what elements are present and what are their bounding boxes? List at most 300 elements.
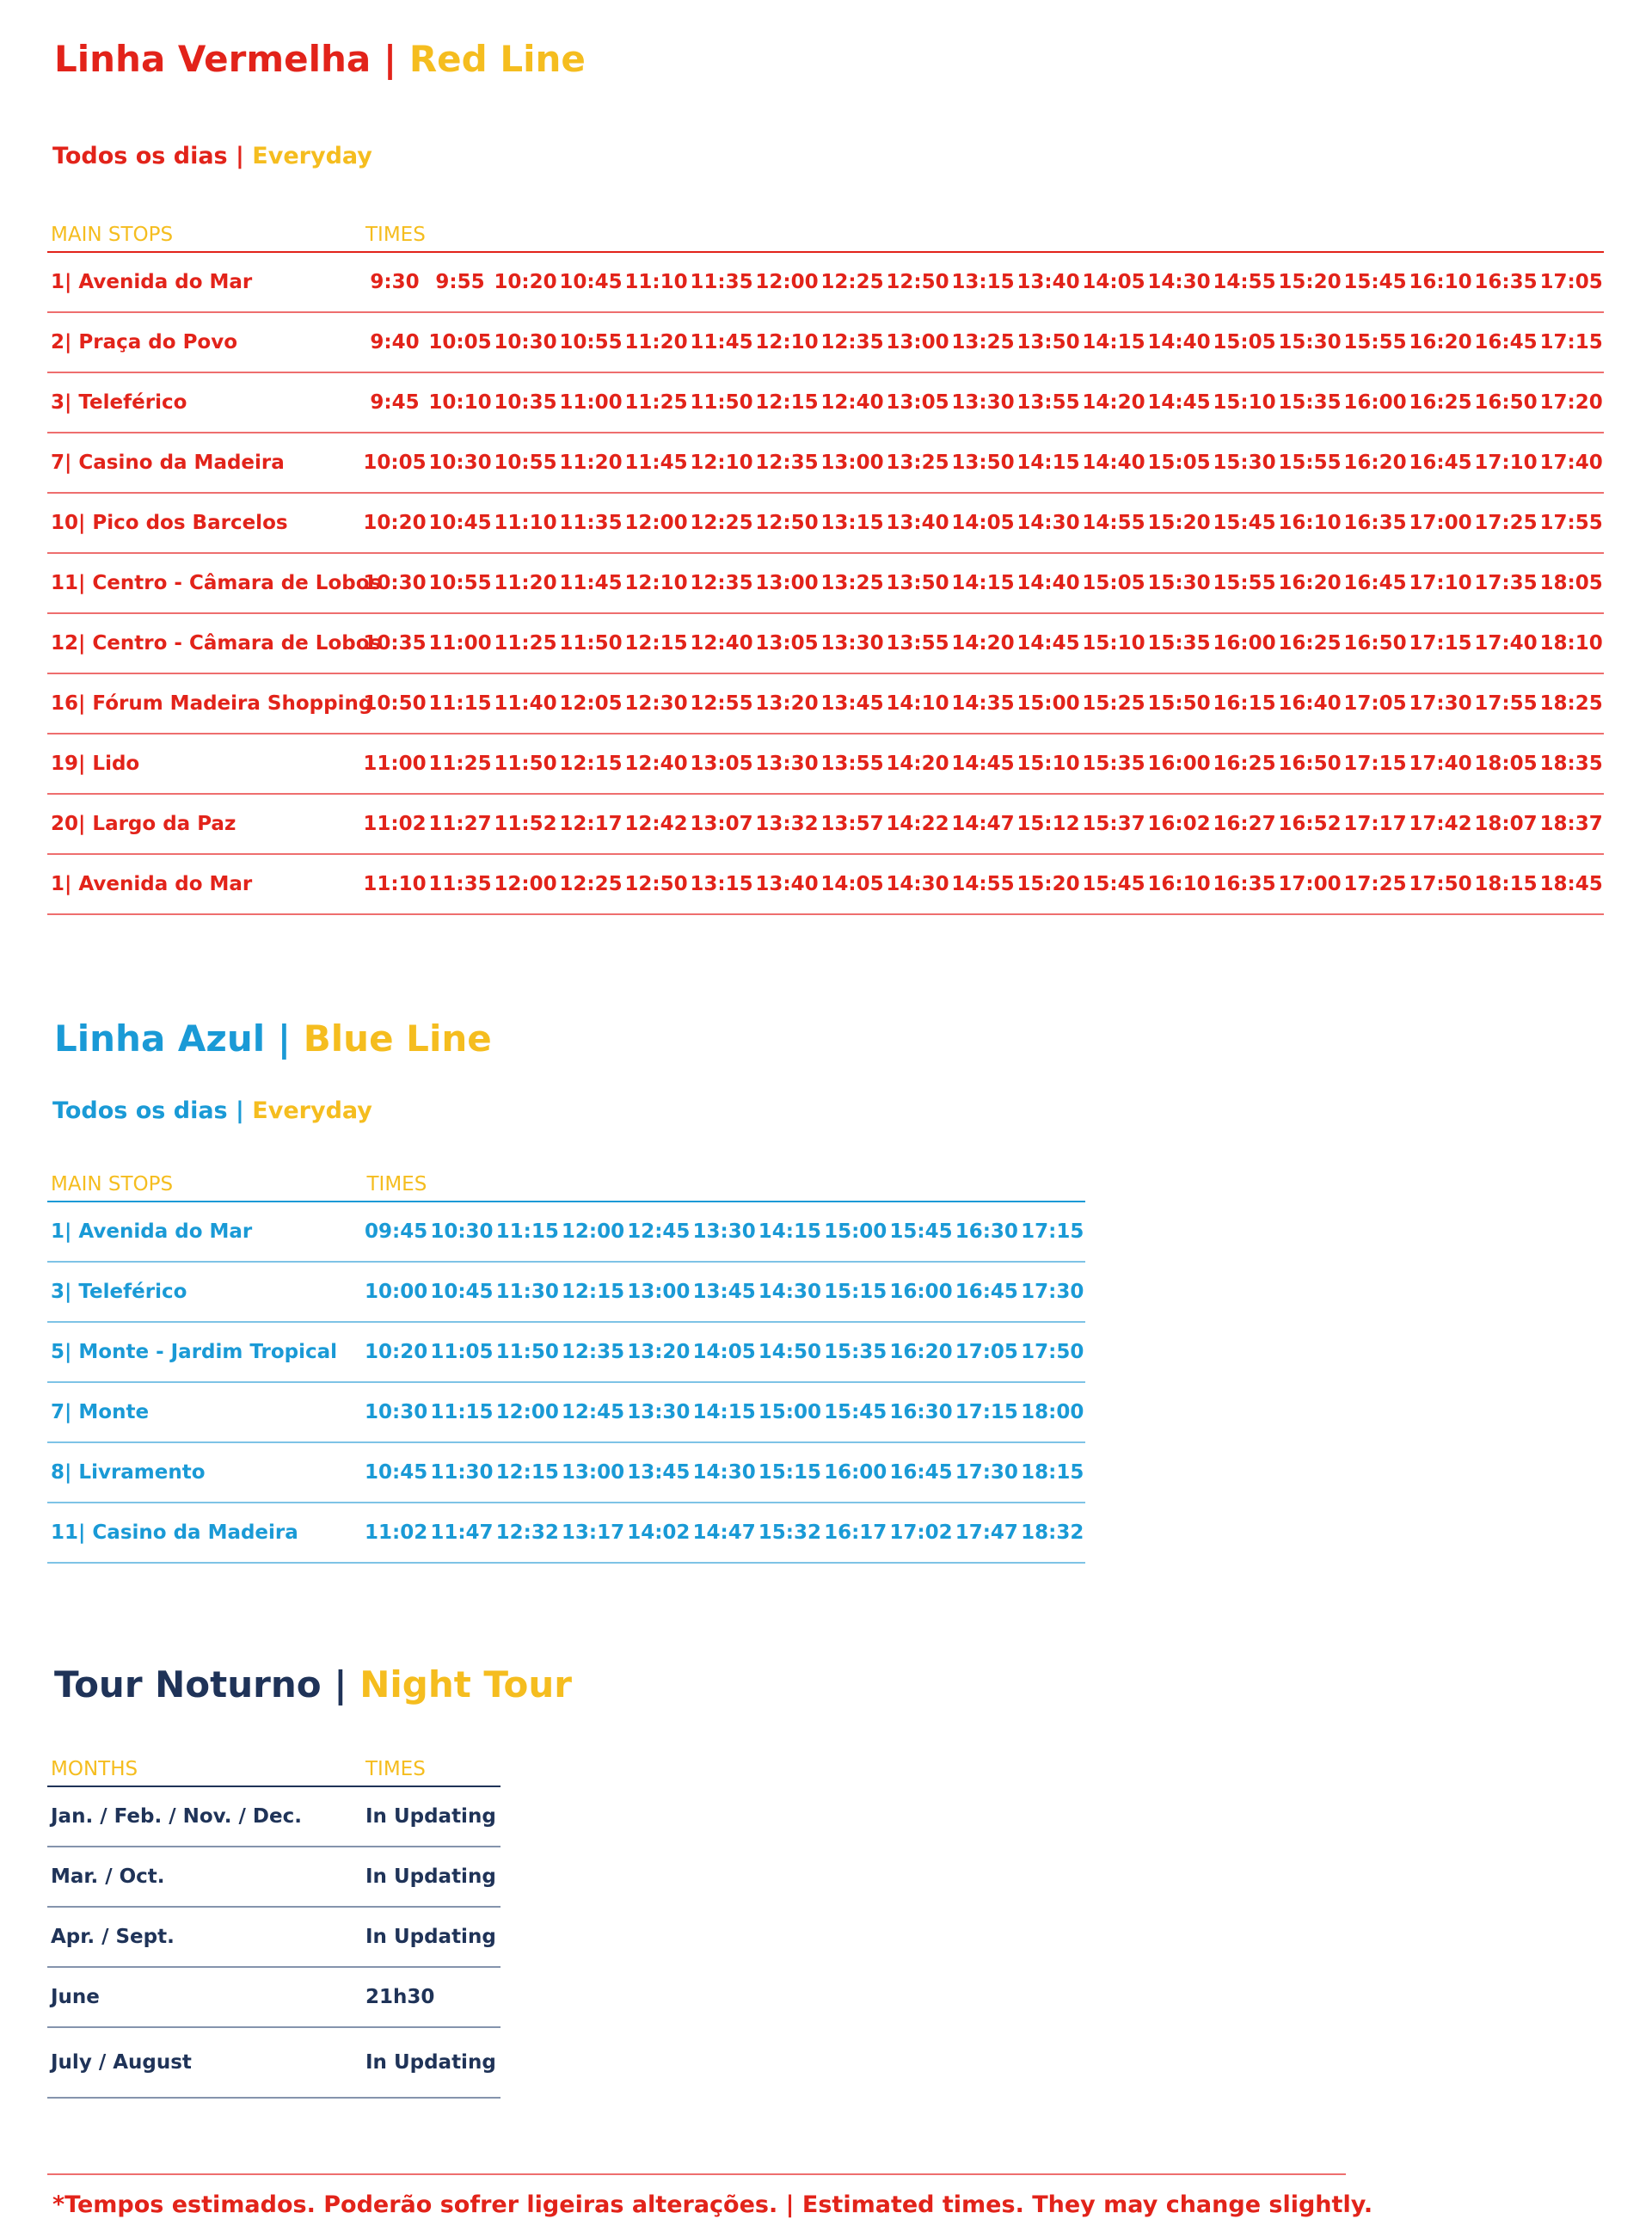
departure-time: 16:20 <box>1409 331 1472 353</box>
table-row <box>47 1202 1085 1262</box>
departure-time: 14:30 <box>886 873 949 895</box>
departure-time: 12:42 <box>624 813 688 835</box>
departure-time: 16:45 <box>1474 331 1538 353</box>
departure-time: 15:15 <box>758 1461 822 1484</box>
blue-line-days-pt: Todos os dias <box>52 1097 228 1124</box>
departure-time: 14:47 <box>692 1521 756 1544</box>
stop-name: 1| Avenida do Mar <box>51 873 253 895</box>
departure-time: 12:10 <box>690 452 753 474</box>
departure-time: 12:00 <box>624 512 688 534</box>
departure-time: 14:45 <box>1147 391 1211 414</box>
blue-line-table <box>47 1157 1085 1564</box>
departure-time: 17:20 <box>1539 391 1603 414</box>
departure-time: 18:25 <box>1539 692 1603 715</box>
departure-time: 14:40 <box>1082 452 1145 474</box>
departure-time: 09:45 <box>365 1220 428 1243</box>
departure-time: 18:00 <box>1021 1401 1084 1423</box>
departure-time: 13:45 <box>820 692 884 715</box>
stop-name: 8| Livramento <box>51 1461 206 1484</box>
departure-time: 10:55 <box>428 572 492 594</box>
departure-time: 14:05 <box>951 512 1015 534</box>
night-tour-table <box>47 1742 501 2099</box>
table-row <box>47 1847 501 1907</box>
departure-time: 16:00 <box>1343 391 1407 414</box>
departure-time: 16:00 <box>889 1281 953 1303</box>
night-tour-title <box>54 1663 572 1706</box>
departure-time: 15:45 <box>1082 873 1145 895</box>
departure-time: 15:32 <box>758 1521 822 1544</box>
departure-time: 12:10 <box>755 331 819 353</box>
departure-time: 11:25 <box>624 391 688 414</box>
departure-time: 14:55 <box>951 873 1015 895</box>
departure-time: 15:55 <box>1278 452 1342 474</box>
departure-time: 11:35 <box>559 512 623 534</box>
departure-time: 18:07 <box>1474 813 1538 835</box>
footer-note: *Tempos estimados. Poderão sofrer ligeiras alterações. | Estimated times. They may change slightly. <box>52 2191 1373 2218</box>
departure-time: 15:10 <box>1213 391 1276 414</box>
departure-time: 17:10 <box>1409 572 1472 594</box>
departure-time: 11:20 <box>494 572 557 594</box>
departure-time: 11:45 <box>559 572 623 594</box>
departure-time: 9:45 <box>370 391 420 414</box>
departure-time: 10:30 <box>363 572 427 594</box>
table-row <box>47 734 1604 794</box>
departure-time: 12:35 <box>561 1341 625 1363</box>
departure-time: 12:45 <box>561 1401 625 1423</box>
departure-time: 17:40 <box>1539 452 1603 474</box>
stop-name: 1| Avenida do Mar <box>51 271 253 293</box>
departure-time: 14:10 <box>886 692 949 715</box>
departure-time: 12:15 <box>559 753 623 775</box>
departure-time: 14:05 <box>1082 271 1145 293</box>
departure-time: 17:10 <box>1474 452 1538 474</box>
departure-time: 17:47 <box>955 1521 1018 1544</box>
blue-line-days <box>52 1097 372 1124</box>
departure-time: 10:30 <box>365 1401 428 1423</box>
departure-time: 16:50 <box>1474 391 1538 414</box>
departure-time: 16:35 <box>1474 271 1538 293</box>
departure-time: 14:50 <box>758 1341 822 1363</box>
departure-time: 11:00 <box>428 632 492 655</box>
times-header: TIMES <box>366 1173 427 1195</box>
table-row <box>47 433 1604 493</box>
footer-divider <box>47 2173 1346 2175</box>
departure-time: 15:30 <box>1213 452 1276 474</box>
departure-time: 11:50 <box>495 1341 559 1363</box>
departure-time: 17:15 <box>955 1401 1018 1423</box>
departure-time: 11:27 <box>428 813 492 835</box>
month-range: Mar. / Oct. <box>51 1865 165 1888</box>
departure-time: 15:20 <box>1278 271 1342 293</box>
departure-time: 14:05 <box>820 873 884 895</box>
departure-time: 18:32 <box>1021 1521 1084 1544</box>
departure-time: 16:45 <box>1409 452 1472 474</box>
stop-name: 2| Praça do Povo <box>51 331 238 353</box>
times-header: TIMES <box>365 224 426 246</box>
table-row <box>47 1382 1085 1442</box>
departure-time: 13:15 <box>951 271 1015 293</box>
departure-time: 17:50 <box>1021 1341 1084 1363</box>
departure-time: 16:00 <box>824 1461 887 1484</box>
departure-time: 16:50 <box>1343 632 1407 655</box>
departure-time: 10:30 <box>494 331 557 353</box>
departure-time: 14:02 <box>627 1521 691 1544</box>
departure-time: 16:00 <box>1147 753 1211 775</box>
month-range: Jan. / Feb. / Nov. / Dec. <box>51 1805 302 1828</box>
departure-time: 15:55 <box>1213 572 1276 594</box>
departure-time: 11:52 <box>494 813 557 835</box>
departure-time: 13:40 <box>886 512 949 534</box>
departure-time: 10:45 <box>428 512 492 534</box>
red-line-title <box>54 38 586 80</box>
departure-time: 10:00 <box>365 1281 428 1303</box>
departure-time: 16:30 <box>889 1401 953 1423</box>
departure-time: 13:57 <box>820 813 884 835</box>
departure-time: 16:00 <box>1213 632 1276 655</box>
departure-time: 15:45 <box>824 1401 887 1423</box>
departure-time: 16:45 <box>889 1461 953 1484</box>
departure-time: 17:00 <box>1278 873 1342 895</box>
departure-time: 12:15 <box>755 391 819 414</box>
stop-name: 3| Teleférico <box>51 391 187 414</box>
departure-time: 13:50 <box>886 572 949 594</box>
departure-time: 10:20 <box>363 512 427 534</box>
stop-name: 5| Monte - Jardim Tropical <box>51 1341 338 1363</box>
departure-time: 18:37 <box>1539 813 1603 835</box>
departure-time: 11:15 <box>430 1401 494 1423</box>
red-line-title-separator: | <box>371 38 409 80</box>
departure-time: 11:50 <box>494 753 557 775</box>
departure-time: 15:45 <box>889 1220 953 1243</box>
departure-time: 15:05 <box>1082 572 1145 594</box>
table-row <box>47 613 1604 673</box>
departure-time: 15:35 <box>1147 632 1211 655</box>
departure-time: 11:30 <box>495 1281 559 1303</box>
departure-time: 15:20 <box>1147 512 1211 534</box>
departure-time: 13:50 <box>1016 331 1080 353</box>
red-line-header-row <box>47 207 1604 252</box>
stop-name: 19| Lido <box>51 753 140 775</box>
times-header: TIMES <box>365 1758 426 1780</box>
night-tour-header-row <box>47 1742 501 1786</box>
departure-time: 10:35 <box>494 391 557 414</box>
departure-time: 16:50 <box>1278 753 1342 775</box>
departure-time: 13:15 <box>820 512 884 534</box>
departure-time: 17:05 <box>1539 271 1603 293</box>
departure-time: 12:40 <box>690 632 753 655</box>
departure-time: 14:20 <box>1082 391 1145 414</box>
departure-time: 11:25 <box>428 753 492 775</box>
departure-time: 13:40 <box>755 873 819 895</box>
departure-time: 12:50 <box>886 271 949 293</box>
table-row <box>47 1503 1085 1563</box>
departure-time: 13:05 <box>755 632 819 655</box>
tour-time: In Updating <box>365 2051 496 2074</box>
table-row <box>47 312 1604 372</box>
departure-time: 15:35 <box>824 1341 887 1363</box>
departure-time: 16:35 <box>1343 512 1407 534</box>
stop-name: 16| Fórum Madeira Shopping <box>51 692 373 715</box>
departure-time: 16:40 <box>1278 692 1342 715</box>
departure-time: 12:35 <box>755 452 819 474</box>
table-row <box>47 854 1604 914</box>
departure-time: 16:17 <box>824 1521 887 1544</box>
departure-time: 17:25 <box>1343 873 1407 895</box>
red-line-days-separator: | <box>227 143 253 169</box>
departure-time: 13:07 <box>690 813 753 835</box>
table-row <box>47 553 1604 613</box>
departure-time: 13:30 <box>820 632 884 655</box>
departure-time: 15:50 <box>1147 692 1211 715</box>
departure-time: 11:02 <box>365 1521 428 1544</box>
table-row <box>47 1442 1085 1503</box>
departure-time: 16:25 <box>1278 632 1342 655</box>
departure-time: 16:20 <box>889 1341 953 1363</box>
departure-time: 13:20 <box>627 1341 691 1363</box>
departure-time: 13:45 <box>692 1281 756 1303</box>
table-row <box>47 1262 1085 1322</box>
departure-time: 15:45 <box>1343 271 1407 293</box>
departure-time: 14:30 <box>1016 512 1080 534</box>
departure-time: 18:05 <box>1539 572 1603 594</box>
departure-time: 11:30 <box>430 1461 494 1484</box>
departure-time: 13:45 <box>627 1461 691 1484</box>
departure-time: 17:15 <box>1539 331 1603 353</box>
departure-time: 12:00 <box>561 1220 625 1243</box>
departure-time: 14:45 <box>951 753 1015 775</box>
departure-time: 15:55 <box>1343 331 1407 353</box>
red-line-table <box>47 207 1604 915</box>
departure-time: 11:05 <box>430 1341 494 1363</box>
blue-line-title-en: Blue Line <box>303 1017 492 1060</box>
departure-time: 11:45 <box>690 331 753 353</box>
departure-time: 12:05 <box>559 692 623 715</box>
red-line-days <box>52 143 372 169</box>
main-stops-header: MAIN STOPS <box>51 1173 174 1195</box>
tour-time: In Updating <box>365 1865 496 1888</box>
table-row <box>47 1322 1085 1382</box>
blue-line-header-row <box>47 1157 1085 1202</box>
departure-time: 13:50 <box>951 452 1015 474</box>
departure-time: 14:30 <box>692 1461 756 1484</box>
red-line-days-en: Everyday <box>252 143 372 169</box>
stop-name: 10| Pico dos Barcelos <box>51 512 288 534</box>
departure-time: 12:00 <box>495 1401 559 1423</box>
departure-time: 9:30 <box>370 271 420 293</box>
table-row <box>47 1786 501 1847</box>
departure-time: 9:55 <box>435 271 485 293</box>
departure-time: 16:45 <box>955 1281 1018 1303</box>
departure-time: 15:35 <box>1278 391 1342 414</box>
departure-time: 15:05 <box>1213 331 1276 353</box>
departure-time: 16:10 <box>1147 873 1211 895</box>
departure-time: 15:20 <box>1016 873 1080 895</box>
departure-time: 14:55 <box>1082 512 1145 534</box>
departure-time: 15:00 <box>824 1220 887 1243</box>
departure-time: 16:52 <box>1278 813 1342 835</box>
departure-time: 18:10 <box>1539 632 1603 655</box>
departure-time: 15:30 <box>1147 572 1211 594</box>
departure-time: 13:30 <box>755 753 819 775</box>
departure-time: 18:35 <box>1539 753 1603 775</box>
departure-time: 14:40 <box>1147 331 1211 353</box>
blue-line-title-separator: | <box>265 1017 304 1060</box>
departure-time: 11:00 <box>363 753 427 775</box>
table-row <box>47 493 1604 553</box>
departure-time: 13:32 <box>755 813 819 835</box>
stop-name: 20| Largo da Paz <box>51 813 236 835</box>
departure-time: 14:45 <box>1016 632 1080 655</box>
departure-time: 15:00 <box>758 1401 822 1423</box>
departure-time: 11:47 <box>430 1521 494 1544</box>
departure-time: 14:05 <box>692 1341 756 1363</box>
tour-time: In Updating <box>365 1926 496 1948</box>
departure-time: 17:30 <box>1409 692 1472 715</box>
departure-time: 17:15 <box>1021 1220 1084 1243</box>
stop-name: 7| Monte <box>51 1401 150 1423</box>
departure-time: 17:30 <box>1021 1281 1084 1303</box>
departure-time: 12:40 <box>624 753 688 775</box>
stop-name: 12| Centro - Câmara de Lobos <box>51 632 382 655</box>
departure-time: 14:30 <box>1147 271 1211 293</box>
departure-time: 11:20 <box>624 331 688 353</box>
departure-time: 11:10 <box>363 873 427 895</box>
month-range: July / August <box>51 2051 192 2074</box>
night-tour-title-pt: Tour Noturno <box>54 1663 322 1706</box>
red-line-title-en: Red Line <box>408 38 586 80</box>
departure-time: 12:00 <box>755 271 819 293</box>
departure-time: 11:50 <box>559 632 623 655</box>
departure-time: 13:30 <box>951 391 1015 414</box>
departure-time: 10:45 <box>365 1461 428 1484</box>
departure-time: 13:20 <box>755 692 819 715</box>
red-line-title-pt: Linha Vermelha <box>54 38 372 80</box>
departure-time: 13:05 <box>886 391 949 414</box>
departure-time: 12:15 <box>561 1281 625 1303</box>
departure-time: 11:15 <box>428 692 492 715</box>
departure-time: 13:30 <box>627 1401 691 1423</box>
departure-time: 12:00 <box>494 873 557 895</box>
departure-time: 13:00 <box>561 1461 625 1484</box>
blue-line-days-en: Everyday <box>252 1097 372 1124</box>
departure-time: 15:35 <box>1082 753 1145 775</box>
departure-time: 13:25 <box>951 331 1015 353</box>
departure-time: 17:02 <box>889 1521 953 1544</box>
departure-time: 13:00 <box>627 1281 691 1303</box>
departure-time: 10:45 <box>559 271 623 293</box>
stop-name: 11| Centro - Câmara de Lobos <box>51 572 382 594</box>
departure-time: 15:05 <box>1147 452 1211 474</box>
departure-time: 13:17 <box>561 1521 625 1544</box>
departure-time: 17:17 <box>1343 813 1407 835</box>
departure-time: 12:50 <box>624 873 688 895</box>
departure-time: 16:25 <box>1213 753 1276 775</box>
red-line-days-pt: Todos os dias <box>52 143 228 169</box>
departure-time: 13:55 <box>886 632 949 655</box>
departure-time: 11:25 <box>494 632 557 655</box>
departure-time: 15:37 <box>1082 813 1145 835</box>
departure-time: 13:00 <box>886 331 949 353</box>
departure-time: 18:15 <box>1021 1461 1084 1484</box>
departure-time: 15:10 <box>1082 632 1145 655</box>
departure-time: 11:40 <box>494 692 557 715</box>
departure-time: 16:45 <box>1343 572 1407 594</box>
stop-name: 11| Casino da Madeira <box>51 1521 298 1544</box>
departure-time: 12:25 <box>690 512 753 534</box>
departure-time: 10:05 <box>428 331 492 353</box>
departure-time: 12:15 <box>495 1461 559 1484</box>
departure-time: 16:10 <box>1409 271 1472 293</box>
departure-time: 14:15 <box>758 1220 822 1243</box>
departure-time: 16:30 <box>955 1220 1018 1243</box>
departure-time: 11:02 <box>363 813 427 835</box>
departure-time: 11:10 <box>624 271 688 293</box>
departure-time: 12:35 <box>690 572 753 594</box>
departure-time: 15:15 <box>824 1281 887 1303</box>
departure-time: 17:50 <box>1409 873 1472 895</box>
departure-time: 12:45 <box>627 1220 691 1243</box>
departure-time: 18:45 <box>1539 873 1603 895</box>
departure-time: 11:35 <box>428 873 492 895</box>
main-stops-header: MAIN STOPS <box>51 224 174 246</box>
departure-time: 10:50 <box>363 692 427 715</box>
departure-time: 10:55 <box>494 452 557 474</box>
departure-time: 14:20 <box>886 753 949 775</box>
blue-line-days-separator: | <box>227 1097 253 1124</box>
departure-time: 14:15 <box>1016 452 1080 474</box>
departure-time: 17:15 <box>1409 632 1472 655</box>
night-tour-title-en: Night Tour <box>359 1663 572 1706</box>
departure-time: 14:15 <box>692 1401 756 1423</box>
departure-time: 12:50 <box>755 512 819 534</box>
departure-time: 9:40 <box>370 331 420 353</box>
departure-time: 10:20 <box>365 1341 428 1363</box>
departure-time: 17:15 <box>1343 753 1407 775</box>
departure-time: 10:45 <box>430 1281 494 1303</box>
departure-time: 12:10 <box>624 572 688 594</box>
departure-time: 13:05 <box>690 753 753 775</box>
departure-time: 13:25 <box>820 572 884 594</box>
departure-time: 10:35 <box>363 632 427 655</box>
departure-time: 10:55 <box>559 331 623 353</box>
departure-time: 12:32 <box>495 1521 559 1544</box>
departure-time: 14:35 <box>951 692 1015 715</box>
departure-time: 14:40 <box>1016 572 1080 594</box>
table-row <box>47 252 1604 312</box>
departure-time: 17:30 <box>955 1461 1018 1484</box>
departure-time: 14:55 <box>1213 271 1276 293</box>
departure-time: 11:45 <box>624 452 688 474</box>
table-row <box>47 794 1604 854</box>
stop-name: 7| Casino da Madeira <box>51 452 285 474</box>
departure-time: 18:05 <box>1474 753 1538 775</box>
departure-time: 16:25 <box>1409 391 1472 414</box>
departure-time: 14:20 <box>951 632 1015 655</box>
departure-time: 16:15 <box>1213 692 1276 715</box>
tour-time: 21h30 <box>365 1986 435 2008</box>
departure-time: 16:27 <box>1213 813 1276 835</box>
departure-time: 12:35 <box>820 331 884 353</box>
departure-time: 13:00 <box>755 572 819 594</box>
table-row <box>47 372 1604 433</box>
departure-time: 15:12 <box>1016 813 1080 835</box>
departure-time: 13:15 <box>690 873 753 895</box>
departure-time: 13:40 <box>1016 271 1080 293</box>
departure-time: 13:00 <box>820 452 884 474</box>
departure-time: 15:30 <box>1278 331 1342 353</box>
table-row <box>47 1907 501 1967</box>
blue-line-title <box>54 1017 492 1060</box>
